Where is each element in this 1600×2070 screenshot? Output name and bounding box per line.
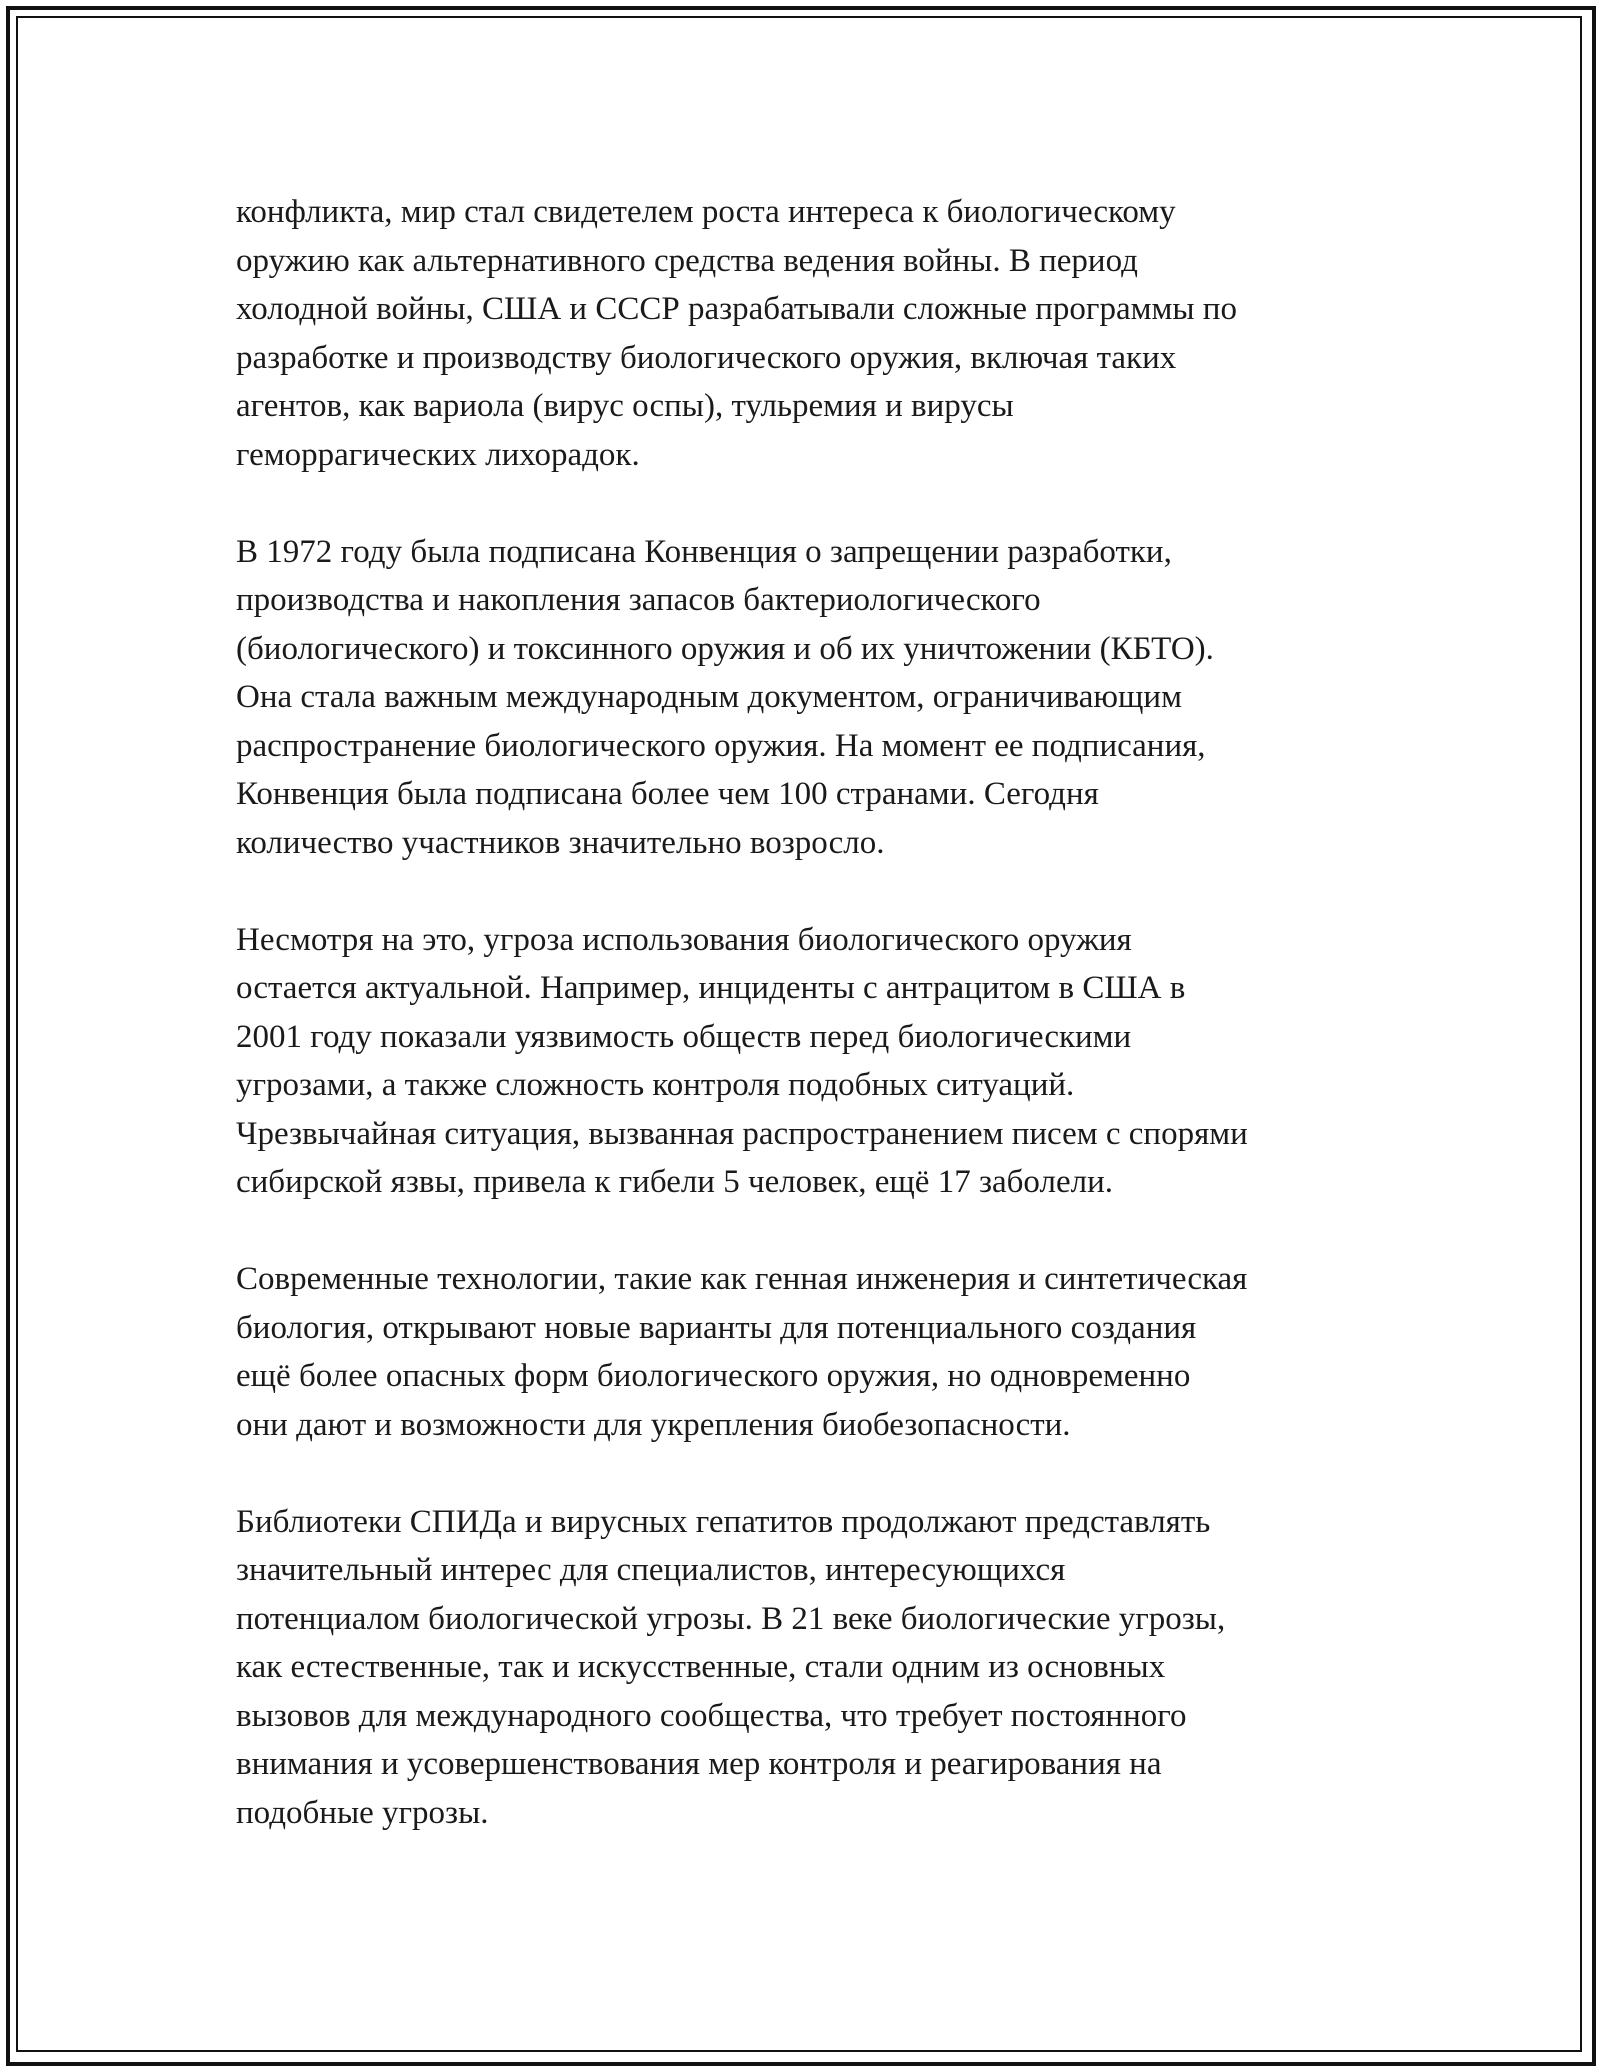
text-line: подобные угрозы. — [236, 1794, 489, 1831]
text-line: (биологического) и токсинного оружия и об их уничтожении (КБТО). — [236, 630, 1214, 667]
paragraph-2 — [236, 528, 1366, 868]
text-line: Чрезвычайная ситуация, вызванная распространением писем с спорями — [236, 1115, 1248, 1152]
text-line: как естественные, так и искусственные, стали одним из основных — [236, 1649, 1166, 1685]
text-line: распространение биологического оружия. На момент ее подписания, — [236, 727, 1206, 764]
text-line: вызовов для международного сообщества, что требует постоянного — [236, 1697, 1187, 1734]
text-line: производства и накопления запасов бактериологического — [236, 582, 1041, 618]
text-line: конфликта, мир стал свидетелем роста интереса к биологическому — [236, 194, 1176, 230]
text-line: разработке и производству биологического оружия, включая таких — [236, 339, 1177, 376]
text-line: Она стала важным международным документом, ограничивающим — [236, 679, 1182, 715]
text-line: остается актуальной. Например, инциденты с антрацитом в США в — [236, 970, 1186, 1006]
text-line: они дают и возможности для укрепления биобезопасности. — [236, 1406, 1071, 1443]
text-line: оружию как альтернативного средства ведения войны. В период — [236, 242, 1138, 279]
text-line: внимания и усовершенствования мер контроля и реагирования на — [236, 1746, 1162, 1782]
text-line: значительный интерес для специалистов, интересующихся — [236, 1552, 1066, 1588]
text-line: потенциалом биологической угрозы. В 21 веке биологические угрозы, — [236, 1600, 1226, 1637]
paragraph-5 — [236, 1498, 1366, 1838]
text-line: 2001 году показали уязвимость обществ перед биологическими — [236, 1018, 1132, 1055]
text-line: Современные технологии, такие как генная инженерия и синтетическая — [236, 1261, 1248, 1297]
paragraph-3 — [236, 916, 1366, 1207]
text-line: Конвенция была подписана более чем 100 странами. Сегодня — [236, 776, 1099, 812]
text-line: угрозами, а также сложность контроля подобных ситуаций. — [236, 1067, 1075, 1103]
text-line: сибирской язвы, привела к гибели 5 человек, ещё 17 заболели. — [236, 1164, 1113, 1200]
document-body — [236, 188, 1366, 1886]
paragraph-4 — [236, 1255, 1366, 1449]
text-line: холодной войны, США и СССР разрабатывали сложные программы по — [236, 291, 1237, 327]
text-line: ещё более опасных форм биологического оружия, но одновременно — [236, 1358, 1191, 1394]
text-line: биология, открывают новые варианты для потенциального создания — [236, 1309, 1197, 1346]
text-line: В 1972 году была подписана Конвенция о запрещении разработки, — [236, 533, 1172, 570]
text-line: количество участников значительно возросло. — [236, 824, 885, 861]
text-line: геморрагических лихорадок. — [236, 436, 640, 473]
paragraph-1 — [236, 188, 1366, 479]
text-line: Библиотеки СПИДа и вирусных гепатитов продолжают представлять — [236, 1503, 1211, 1540]
text-line: Несмотря на это, угроза использования биологического оружия — [236, 921, 1132, 958]
text-line: агентов, как вариола (вирус оспы), тульремия и вирусы — [236, 388, 1014, 424]
